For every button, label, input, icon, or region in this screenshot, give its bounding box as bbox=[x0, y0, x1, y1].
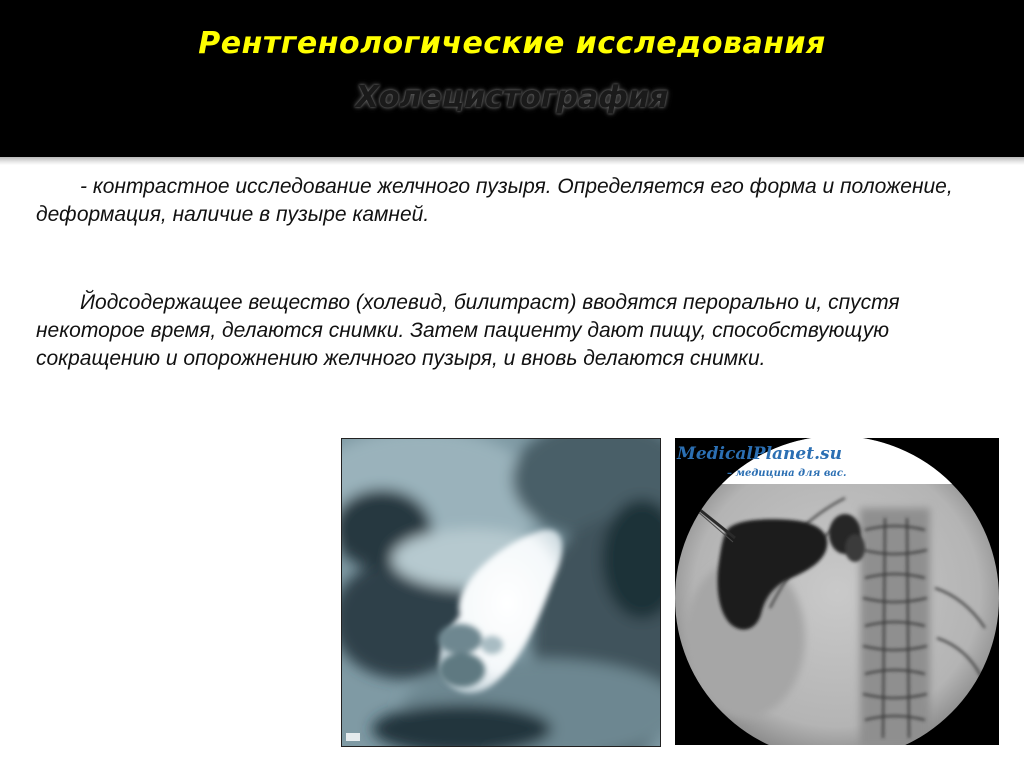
slide-subtitle: Холецистография bbox=[355, 80, 669, 115]
medicalplanet-tagline: – медицина для вас. bbox=[727, 468, 847, 479]
xray-abdomen-graphic bbox=[675, 438, 999, 745]
header-divider bbox=[0, 157, 1024, 165]
slide-title: Рентгенологические исследования bbox=[198, 26, 826, 61]
xray-gallbladder-graphic bbox=[342, 439, 660, 746]
medicalplanet-watermark: MedicalPlanet.su bbox=[677, 444, 842, 464]
paragraph-procedure: Йодсодержащее вещество (холевид, билитраст) вводятся перорально и, спустя некоторое время, делаются снимки. Затем пациенту дают пищу, способствующую сокращению и опорожнению желчного пузыря, и вновь делаются снимки. bbox=[36, 291, 900, 370]
paragraph-definition: - контрастное исследование желчного пузыря. Определяется его форма и положение, деформация, наличие в пузыре камней. bbox=[36, 175, 953, 226]
xray-gallbladder-image bbox=[341, 438, 661, 747]
xray-abdomen-image bbox=[675, 438, 999, 745]
title-bar bbox=[0, 0, 1024, 157]
